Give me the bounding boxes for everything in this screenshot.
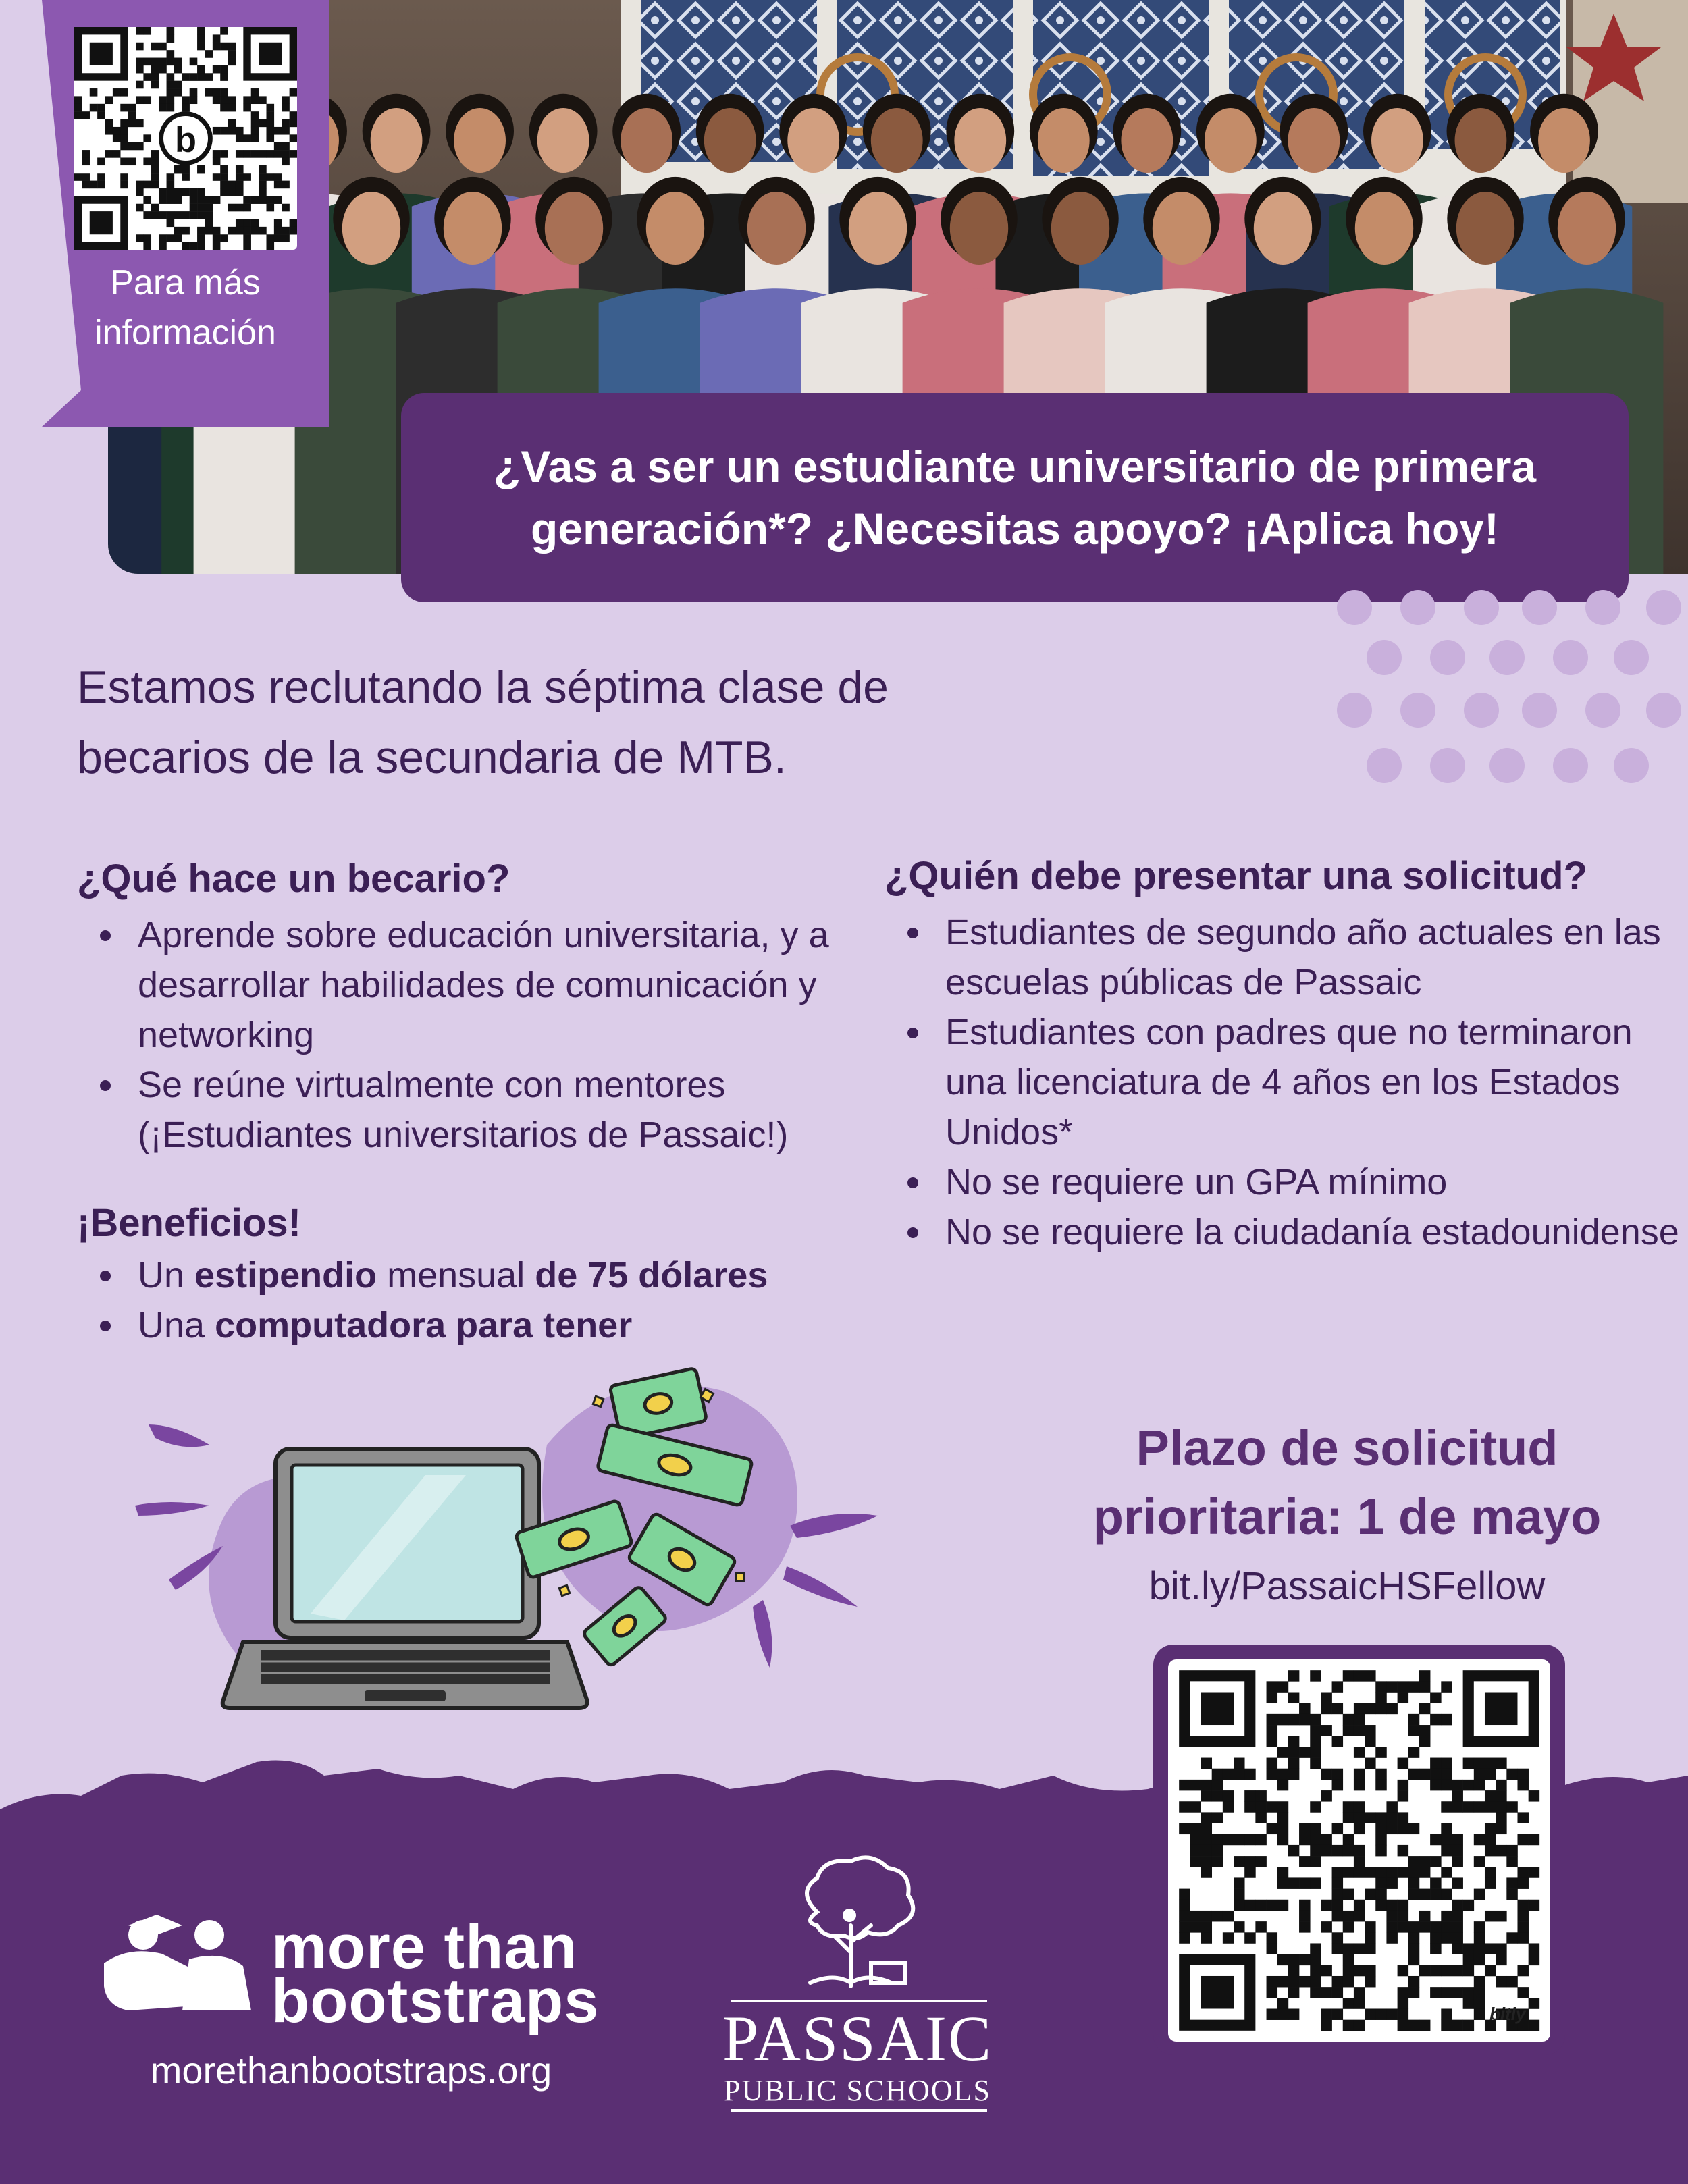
benefits-heading: ¡Beneficios! [77, 1201, 301, 1245]
tree-icon [770, 1851, 932, 1993]
deadline-line-1: Plazo de solicitud [1136, 1420, 1558, 1476]
deadline-text [1040, 1414, 1654, 1551]
benefit-1-bold-amount: de 75 dólares [535, 1255, 768, 1296]
fellow-item-2: Se reúne virtualmente con mentores (¡Estudiantes universitarios de Passaic!) [77, 1060, 887, 1160]
intro-line-2: becarios de la secundaria de MTB. [77, 732, 787, 783]
intro-text [77, 652, 1225, 793]
ribbon-line-2: información [95, 313, 276, 352]
fellow-list [77, 910, 887, 1160]
benefit-item-stipend [77, 1250, 887, 1300]
bitly-mark: bitly [1489, 2004, 1526, 2024]
ribbon-info-text [42, 258, 329, 358]
benefit-1-pre: Un [138, 1255, 195, 1296]
pps-name: PASSAIC [722, 2002, 993, 2075]
eligibility-heading: ¿Quién debe presentar una solicitud? [885, 854, 1587, 898]
fellow-section [77, 852, 887, 1160]
fellow-item-1: Aprende sobre educación universitaria, y a desarrollar habilidades de comunicación y networking [77, 910, 887, 1060]
mtb-name-line-2: bootstraps [271, 1967, 600, 2035]
ribbon-line-1: Para más [110, 263, 261, 302]
qr-code-icon[interactable] [74, 27, 297, 250]
deadline-link[interactable]: bit.ly/PassaicHSFellow [1149, 1564, 1546, 1608]
intro-line-1: Estamos reclutando la séptima clase de [77, 662, 889, 713]
eligibility-item-2: Estudiantes con padres que no terminaron una licenciatura de 4 años en los Estados Unidos* [885, 1007, 1688, 1157]
benefit-1-bold-stipend: estipendio [194, 1255, 377, 1296]
fellow-heading: ¿Qué hace un becario? [77, 857, 510, 901]
eligibility-item-4: No se requiere la ciudadanía estadounidense [885, 1207, 1688, 1257]
qr-code-icon[interactable] [1168, 1659, 1550, 2042]
benefit-2-bold-computer: computadora para tener [215, 1305, 633, 1346]
benefit-1-mid: mensual [377, 1255, 535, 1296]
headline-line-2: generación*? ¿Necesitas apoyo? ¡Aplica hoy! [530, 504, 1499, 554]
benefit-2-pre: Una [138, 1305, 215, 1346]
deadline-line-2: prioritaria: 1 de mayo [1092, 1489, 1602, 1545]
benefit-item-computer [77, 1300, 887, 1350]
eligibility-section [885, 849, 1688, 1257]
svg-text:b: b [175, 120, 196, 160]
eligibility-item-3: No se requiere un GPA mínimo [885, 1157, 1688, 1207]
decorative-dots [1317, 581, 1688, 797]
benefits-list [77, 1250, 887, 1350]
mtb-website-link[interactable]: morethanbootstraps.org [150, 2049, 552, 2092]
mtb-name-line-1: more than [271, 1913, 578, 1981]
eligibility-list [885, 907, 1688, 1257]
benefits-section [77, 1196, 887, 1350]
headline-banner [401, 393, 1629, 602]
eligibility-item-1: Estudiantes de segundo año actuales en las escuelas públicas de Passaic [885, 907, 1688, 1007]
laptop-money-illustration [128, 1364, 912, 1742]
pps-rule-bottom [731, 2109, 987, 2112]
pps-subtitle: PUBLIC SCHOOLS [724, 2074, 991, 2107]
headline-line-1: ¿Vas a ser un estudiante universitario de primera [493, 442, 1537, 491]
